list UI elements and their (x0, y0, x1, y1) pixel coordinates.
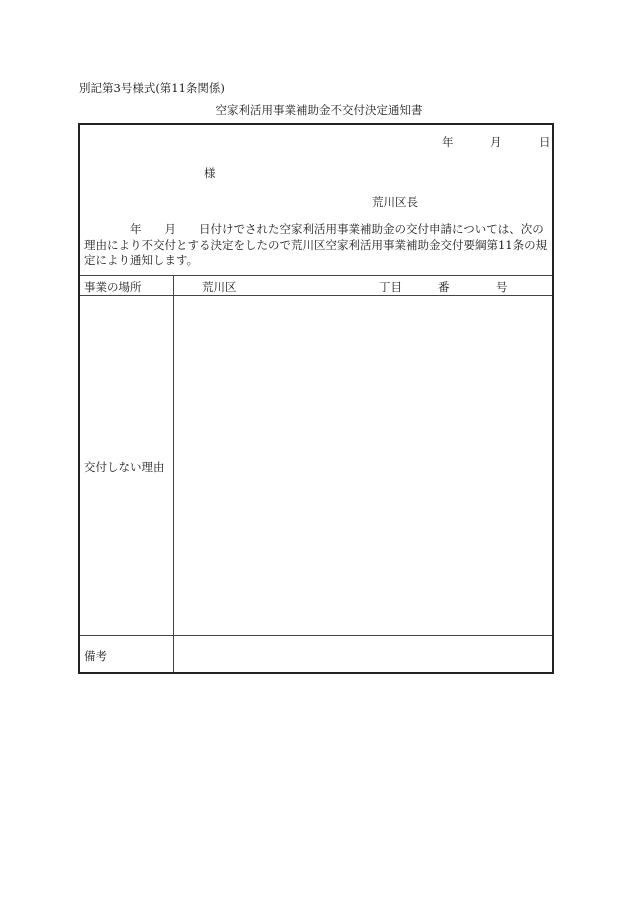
notice-body-text: 年 月 日付けでされた空家利活用事業補助金の交付申請については、次の理由により不交付とする決定をしたので荒川区空家利活用事業補助金交付要綱第11条の規定により通知します。 (84, 222, 548, 267)
document-title: 空家利活用事業補助金不交付決定通知書 (215, 103, 423, 117)
location-go-label: 号 (496, 280, 508, 294)
reason-field[interactable] (176, 297, 550, 633)
date-day-label: 日 (539, 135, 551, 149)
remarks-field[interactable] (176, 637, 550, 671)
location-label: 事業の場所 (84, 280, 142, 294)
remarks-label: 備考 (84, 649, 107, 663)
row-divider-location-bottom (80, 295, 552, 296)
notice-form-frame (78, 123, 554, 674)
date-month-label: 月 (490, 135, 502, 149)
location-ward: 荒川区 (202, 280, 237, 294)
row-divider-location-top (80, 275, 552, 276)
issuer-name: 荒川区長 (372, 195, 418, 209)
reason-label: 交付しない理由 (84, 460, 165, 474)
location-chome-label: 丁目 (379, 280, 402, 294)
addressee-suffix: 様 (204, 166, 216, 180)
column-divider (173, 275, 174, 672)
date-year-label: 年 (442, 135, 454, 149)
row-divider-remarks-top (80, 635, 552, 636)
form-reference: 別記第3号様式(第11条関係) (79, 81, 225, 95)
location-ban-label: 番 (438, 280, 450, 294)
